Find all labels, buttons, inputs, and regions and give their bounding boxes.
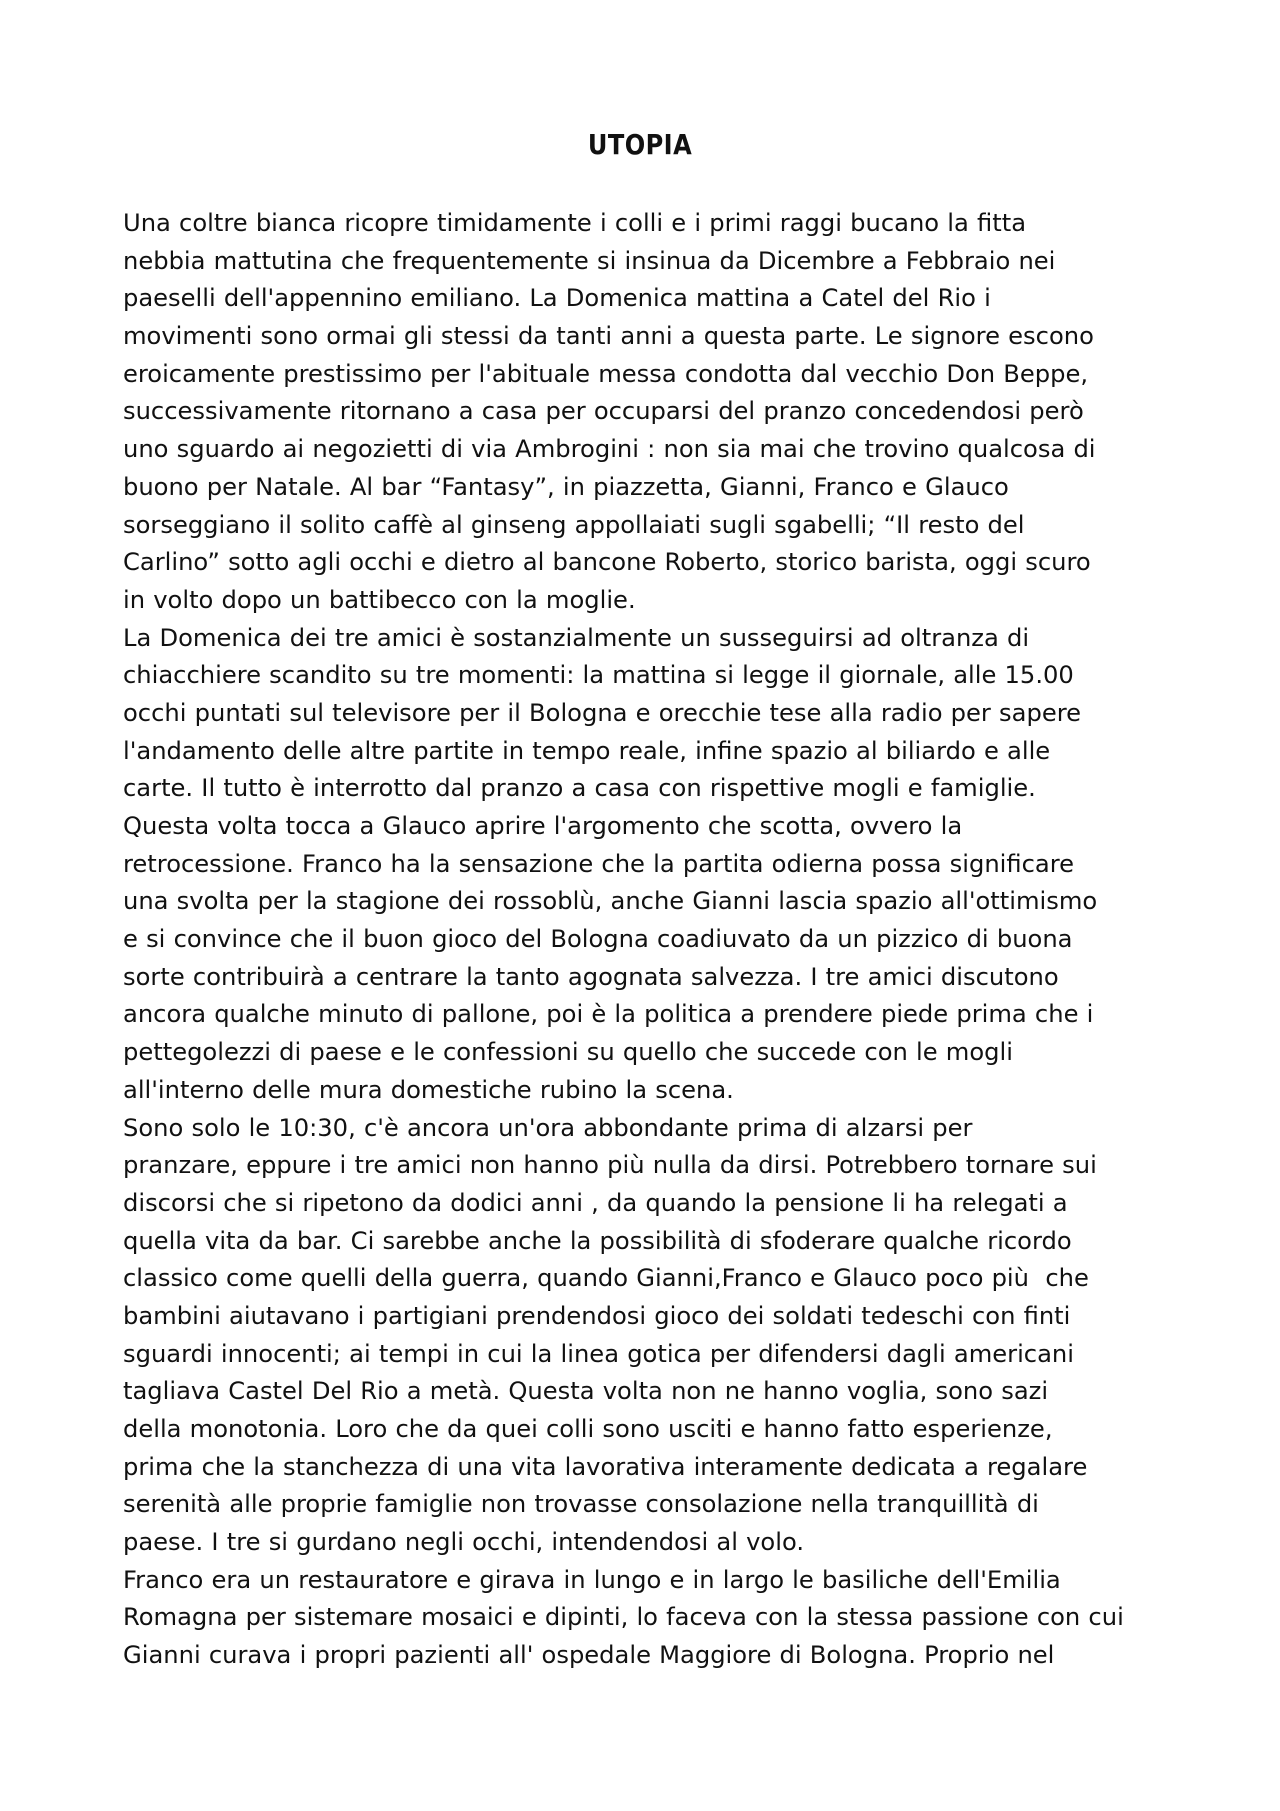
text-line: Franco era un restauratore e girava in lungo e in largo le basiliche dell'Emilia: [123, 1565, 1061, 1594]
text-line: carte. Il tutto è interrotto dal pranzo a casa con rispettive mogli e famiglie.: [123, 774, 1036, 803]
text-line: successivamente ritornano a casa per occuparsi del pranzo concedendosi però: [123, 397, 1084, 426]
text-line: occhi puntati sul televisore per il Bologna e orecchie tese alla radio per sapere: [123, 698, 1081, 727]
text-line: prima che la stanchezza di una vita lavorativa interamente dedicata a regalare: [123, 1452, 1088, 1481]
text-line: eroicamente prestissimo per l'abituale messa condotta dal vecchio Don Beppe,: [123, 359, 1089, 388]
text-line: una svolta per la stagione dei rossoblù, anche Gianni lascia spazio all'ottimismo: [123, 887, 1098, 916]
text-line: in volto dopo un battibecco con la moglie.: [123, 585, 636, 614]
text-line: uno sguardo ai negozietti di via Ambrogini : non sia mai che trovino qualcosa di: [123, 435, 1096, 464]
text-line: discorsi che si ripetono da dodici anni , da quando la pensione li ha relegati a: [123, 1188, 1068, 1217]
text-line: all'interno delle mura domestiche rubino la scena.: [123, 1075, 734, 1104]
text-line: nebbia mattutina che frequentemente si insinua da Dicembre a Febbraio nei: [123, 246, 1056, 275]
document-title: UTOPIA: [587, 128, 693, 161]
text-line: sorseggiano il solito caffè al ginseng appollaiati sugli sgabelli; “Il resto del: [123, 510, 1025, 539]
text-line: La Domenica dei tre amici è sostanzialmente un susseguirsi ad oltranza di: [123, 623, 1030, 652]
text-line: bambini aiutavano i partigiani prendendosi gioco dei soldati tedeschi con finti: [123, 1301, 1071, 1330]
text-line: Romagna per sistemare mosaici e dipinti, lo faceva con la stessa passione con cui: [123, 1603, 1124, 1632]
text-line: ancora qualche minuto di pallone, poi è la politica a prendere piede prima che i: [123, 1000, 1094, 1029]
text-line: quella vita da bar. Ci sarebbe anche la possibilità di sfoderare qualche ricordo: [123, 1226, 1072, 1255]
text-line: Sono solo le 10:30, c'è ancora un'ora abbondante prima di alzarsi per: [123, 1113, 973, 1142]
text-line: Questa volta tocca a Glauco aprire l'argomento che scotta, ovvero la: [123, 812, 963, 840]
text-line: retrocessione. Franco ha la sensazione che la partita odierna possa significare: [123, 849, 1075, 878]
text-line: sguardi innocenti; ai tempi in cui la linea gotica per difendersi dagli americani: [123, 1339, 1074, 1368]
text-line: serenità alle proprie famiglie non trovasse consolazione nella tranquillità di: [123, 1490, 1039, 1519]
text-line: Una coltre bianca ricopre timidamente i colli e i primi raggi bucano la fitta: [123, 209, 1027, 237]
text-line: tagliava Castel Del Rio a metà. Questa volta non ne hanno voglia, sono sazi: [123, 1377, 1049, 1406]
text-line: chiacchiere scandito su tre momenti: la mattina si legge il giornale, alle 15.00: [123, 661, 1074, 690]
text-line: classico come quelli della guerra, quando Gianni,Franco e Glauco poco più che: [123, 1264, 1089, 1293]
text-line: e si convince che il buon gioco del Bologna coadiuvato da un pizzico di buona: [123, 925, 1073, 954]
text-line: paeselli dell'appennino emiliano. La Domenica mattina a Catel del Rio i: [123, 284, 991, 313]
text-line: Gianni curava i propri pazienti all' ospedale Maggiore di Bologna. Proprio nel: [123, 1641, 1055, 1670]
text-line: movimenti sono ormai gli stessi da tanti anni a questa parte. Le signore escono: [123, 322, 1094, 351]
text-line: Carlino” sotto agli occhi e dietro al bancone Roberto, storico barista, oggi scuro: [123, 548, 1091, 577]
text-line: pettegolezzi di paese e le confessioni su quello che succede con le mogli: [123, 1038, 1013, 1067]
text-line: buono per Natale. Al bar “Fantasy”, in piazzetta, Gianni, Franco e Glauco: [123, 472, 1009, 501]
text-line: sorte contribuirà a centrare la tanto agognata salvezza. I tre amici discutono: [123, 962, 1059, 991]
text-line: paese. I tre si gurdano negli occhi, intendendosi al volo.: [123, 1528, 805, 1557]
document-body: [123, 205, 1183, 1675]
text-line: l'andamento delle altre partite in tempo reale, infine spazio al biliardo e alle: [123, 736, 1051, 765]
text-line: della monotonia. Loro che da quei colli sono usciti e hanno fatto esperienze,: [123, 1415, 1053, 1443]
text-line: pranzare, eppure i tre amici non hanno più nulla da dirsi. Potrebbero tornare sui: [123, 1151, 1097, 1180]
